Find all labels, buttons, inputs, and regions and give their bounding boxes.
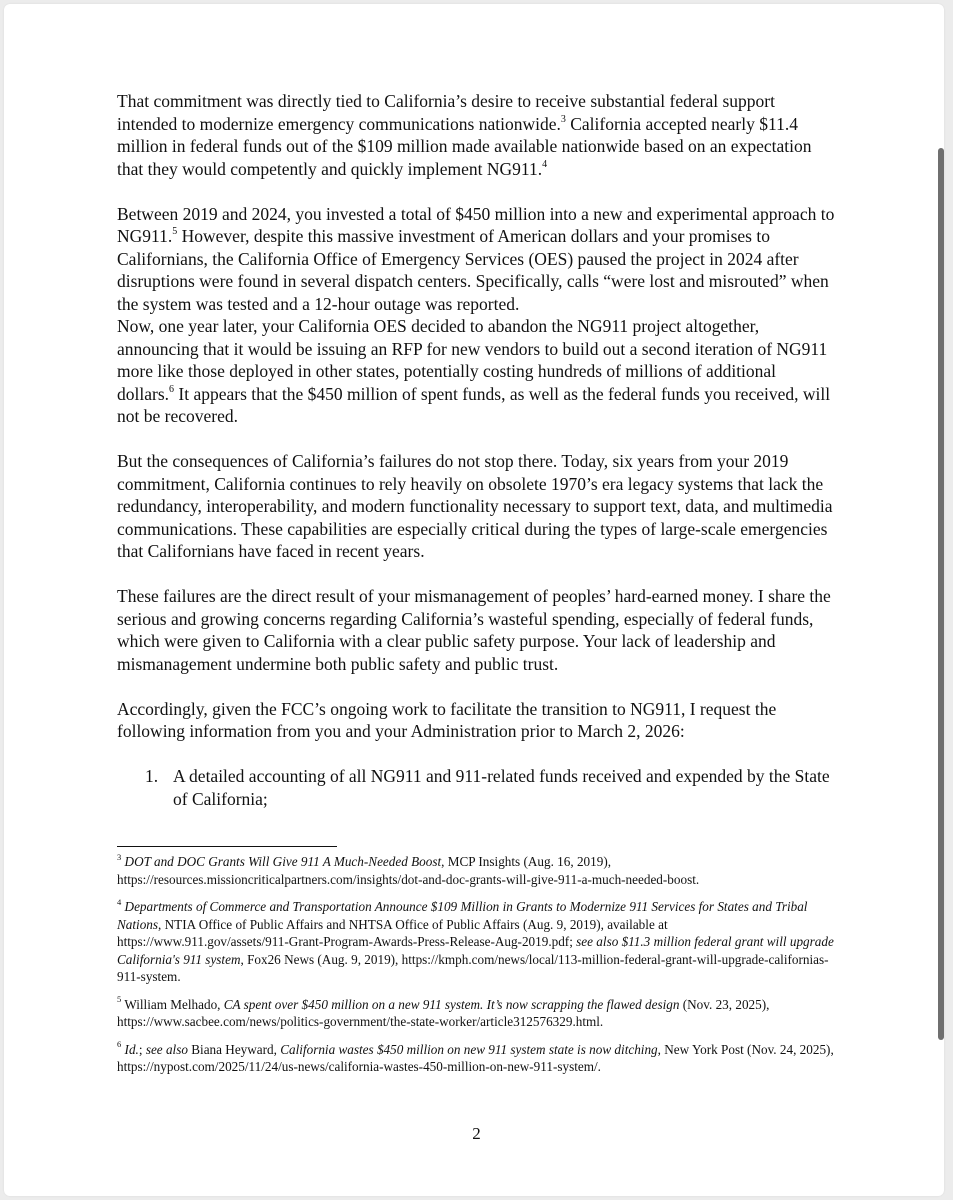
list-item-text: A detailed accounting of all NG911 and 911-related funds received and expended by the State of California; [173, 766, 830, 809]
footnote-6 [117, 1041, 837, 1076]
paragraph-commitment [117, 90, 837, 180]
request-list [117, 765, 837, 810]
footnote-text: , New York Post (Nov. 24, 2025), https://nypost.com/2025/11/24/us-news/california-wastes-450-million-on-new-911-system/. [117, 1041, 834, 1074]
paragraph-investment [117, 203, 837, 316]
footnote-author: Biana Heyward, [187, 1041, 281, 1057]
footnote-text: ; [138, 1041, 146, 1057]
paragraph-abandon [117, 315, 837, 428]
scrollbar-thumb[interactable] [938, 148, 944, 1040]
footnote-ref: 5 [172, 226, 178, 238]
footnote-title: CA spent over $450 million on a new 911 system. It’s now scrapping the flawed design [223, 996, 680, 1012]
paragraph-text: Between 2019 and 2024, you invested a total of $450 million into a new and experimental approach to NG911. [117, 203, 835, 246]
footnote-ref: 6 [169, 383, 175, 395]
footnote-text: , NTIA Office of Public Affairs and NHTSA Office of Public Affairs (Aug. 9, 2019), available at https://www.911.gov/assets/911-Grant-Program-Awards-Press-Release-Aug-2019.pdf; [117, 916, 668, 949]
paragraph-text: It appears that the $450 million of spent funds, as well as the federal funds you received, will not be recovered. [117, 383, 831, 426]
footnote-number: 5 [117, 994, 122, 1005]
paragraph-text: Now, one year later, your California OES decided to abandon the NG911 project altogether, announcing that it would be issuing an RFP for new vendors to build out a second iteration of NG911 more like those deployed in other states, potentially costing hundreds of millions of additional dollars. [117, 316, 828, 404]
paragraph-consequences: But the consequences of California’s failures do not stop there. Today, six years from your 2019 commitment, California continues to rely heavily on obsolete 1970’s era legacy systems that lack the redundancy, interoperability, and modern functionality necessary to support text, data, and multimedia communications. These capabilities are especially critical during the types of large-scale emergencies that Californians have faced in recent years. [117, 451, 833, 561]
footnote-text: , Fox26 News (Aug. 9, 2019), https://kmph.com/news/local/113-million-federal-grant-will-upgrade-californias-911-system. [117, 951, 829, 984]
footnote-separator [117, 846, 337, 847]
footnote-number: 3 [117, 851, 122, 862]
paragraph-mismanagement: These failures are the direct result of your mismanagement of peoples’ hard-earned money. I share the serious and growing concerns regarding California’s wasteful spending, especially of federal funds, which were given to California with a clear public safety purpose. Your lack of leadership and mismanagement undermine both public safety and public trust. [117, 586, 831, 674]
footnote-number: 4 [117, 896, 122, 907]
footnote-4 [117, 898, 837, 986]
list-item-number: 1. [145, 766, 159, 786]
footnote-author: William Melhado, [124, 996, 224, 1012]
footnote-5 [117, 996, 837, 1031]
footnote-text: , MCP Insights (Aug. 16, 2019), https://resources.missioncriticalpartners.com/insights/dot-and-doc-grants-will-give-911-a-much-needed-boost. [117, 854, 700, 887]
footnote-id: Id. [124, 1041, 139, 1057]
footnote-ref: 3 [560, 113, 566, 125]
footnote-text: (Nov. 23, 2025), https://www.sacbee.com/news/politics-government/the-state-worker/article312576329.html. [117, 996, 770, 1029]
paragraph-request: Accordingly, given the FCC’s ongoing work to facilitate the transition to NG911, I request the following information from you and your Administration prior to March 2, 2026: [117, 698, 777, 741]
footnote-title: Departments of Commerce and Transportation Announce $109 Million in Grants to Modernize 911 Services for States and Tribal Nations [117, 899, 808, 932]
paragraph-text: California accepted nearly $11.4 million in federal funds out of the $109 million made available nationwide based on an expectation that they would competently and quickly implement NG911. [117, 113, 812, 179]
paragraph-text: However, despite this massive investment of American dollars and your promises to Californians, the California Office of Emergency Services (OES) paused the project in 2024 after disruptions were found in several dispatch centers. Specifically, calls “were lost and misrouted” when the system was tested and a 12-hour outage was reported. [117, 226, 829, 314]
list-item [117, 765, 837, 810]
footnotes [117, 853, 837, 1086]
footnote-number: 6 [117, 1039, 122, 1050]
footnote-title: California wastes $450 million on new 911 system state is now ditching [280, 1041, 658, 1057]
footnote-3 [117, 853, 837, 888]
footnote-title: DOT and DOC Grants Will Give 911 A Much-Needed Boost [124, 854, 442, 869]
footnote-ref: 4 [542, 158, 548, 170]
footnote-see-also: see also [145, 1041, 188, 1057]
letter-body [117, 90, 837, 810]
footnote-see-also: see also $11.3 million federal grant will upgrade California's 911 system [117, 934, 834, 967]
paragraph-text: That commitment was directly tied to California’s desire to receive substantial federal support intended to modernize emergency communications nationwide. [117, 91, 775, 134]
page-number: 2 [472, 1124, 481, 1143]
